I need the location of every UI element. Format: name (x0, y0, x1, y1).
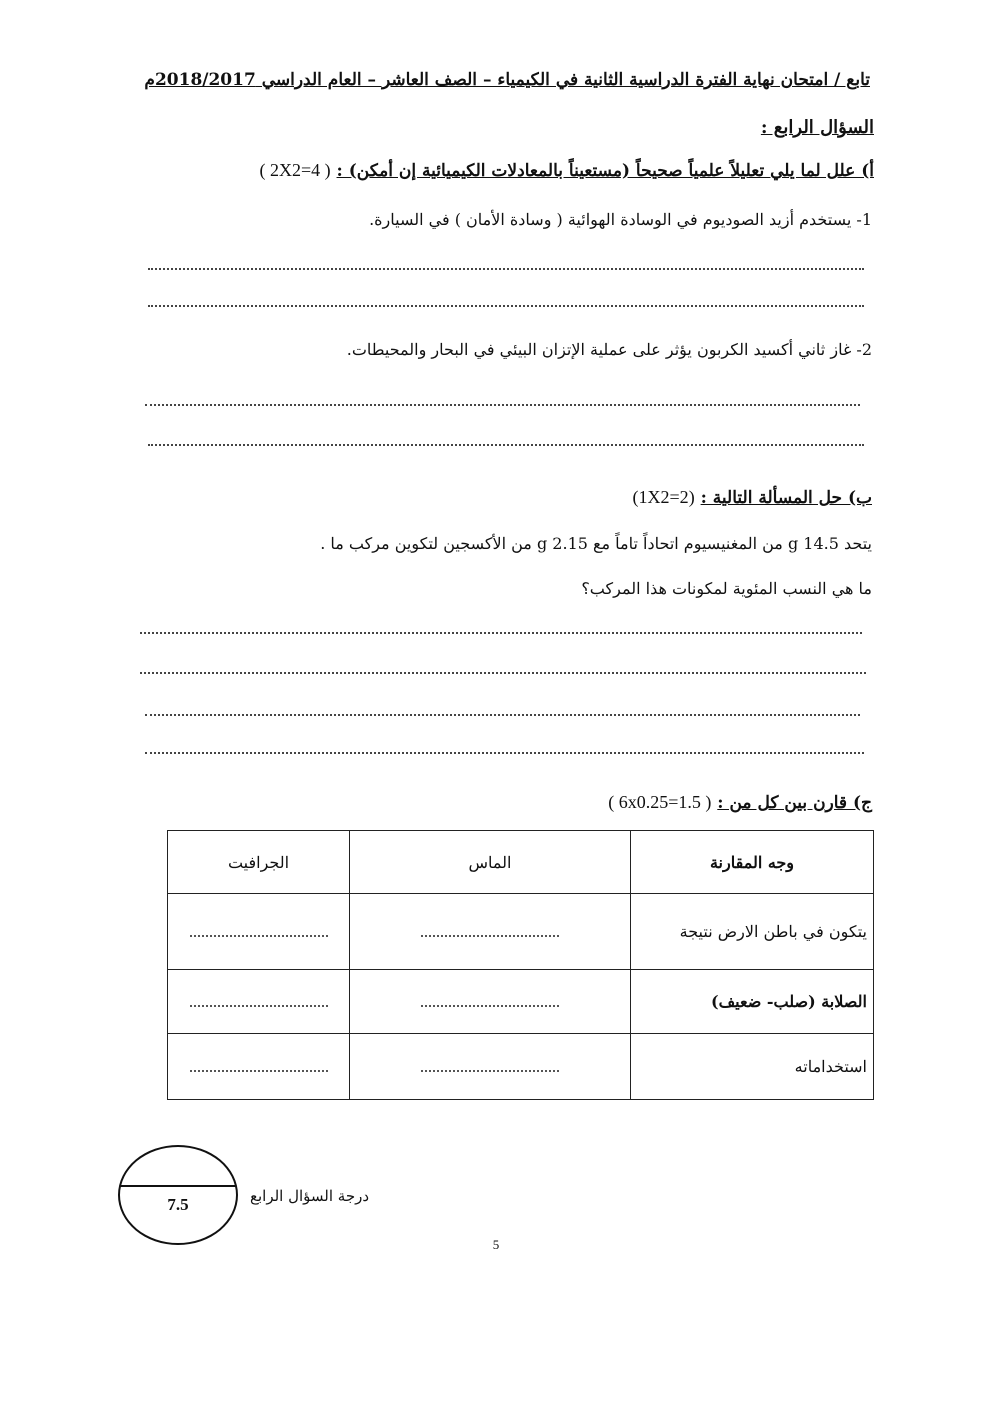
table-row (168, 970, 874, 1034)
row-label: استخداماته (631, 1034, 874, 1100)
answer-dots[interactable] (190, 925, 328, 937)
answer-line[interactable] (145, 752, 864, 754)
part-b-heading (633, 487, 872, 508)
part-a-title: أ) علل لما يلي تعليلاً علمياً صحيحاً (مستعيناً بالمعادلات الكيميائية إن أمكن) : (336, 161, 874, 181)
answer-line[interactable] (145, 404, 860, 406)
diamond-answer-cell[interactable] (350, 1034, 631, 1100)
part-b-problem: يتحد 14.5 g من المغنيسيوم اتحاداً تاماً مع 2.15 g من الأكسجين لتكوين مركب ما . (320, 534, 872, 553)
header-diamond: الماس (350, 831, 631, 894)
table-row (168, 894, 874, 970)
table-header-row (168, 831, 874, 894)
answer-line[interactable] (148, 444, 864, 446)
part-a-item-1: 1- يستخدم أزيد الصوديوم في الوسادة الهوائية ( وسادة الأمان ) في السيارة. (369, 210, 872, 229)
part-c-points: ( 6x0.25=1.5 ) (608, 792, 712, 812)
question-title: السؤال الرابع : (760, 117, 874, 138)
part-a-item-2: 2- غاز ثاني أكسيد الكربون يؤثر على عملية الإتزان البيئي في البحار والمحيطات. (346, 340, 872, 359)
part-c-heading (608, 792, 872, 813)
diamond-answer-cell[interactable] (350, 970, 631, 1034)
part-a-points: ( 2X2=4 ) (259, 160, 331, 180)
graphite-answer-cell[interactable] (168, 1034, 350, 1100)
page-number: 5 (492, 1237, 500, 1252)
grade-label: درجة السؤال الرابع (250, 1187, 370, 1205)
table-row (168, 1034, 874, 1100)
row-label: الصلابة (صلب- ضعيف) (631, 970, 874, 1034)
graphite-answer-cell[interactable] (168, 970, 350, 1034)
part-b-title: ب) حل المسألة التالية : (700, 488, 872, 508)
answer-line[interactable] (148, 305, 864, 307)
part-b-question: ما هي النسب المئوية لمكونات هذا المركب؟ (581, 579, 872, 598)
answer-line[interactable] (145, 714, 860, 716)
answer-line[interactable] (148, 268, 864, 270)
diamond-answer-cell[interactable] (350, 894, 631, 970)
answer-dots[interactable] (421, 1060, 559, 1072)
part-b-points: (1X2=2) (632, 487, 695, 507)
grade-value: 7.5 (167, 1195, 189, 1214)
row-label: يتكون في باطن الارض نتيجة (631, 894, 874, 970)
answer-dots[interactable] (190, 995, 328, 1007)
part-a-heading (259, 160, 874, 181)
grade-circle (118, 1145, 238, 1245)
comparison-table (167, 830, 874, 1100)
graphite-answer-cell[interactable] (168, 894, 350, 970)
grade-divider (120, 1185, 236, 1187)
answer-line[interactable] (140, 672, 866, 674)
exam-header: تابع / امتحان نهاية الفترة الدراسية الثانية في الكيمياء – الصف العاشر – العام الدراسي 2018/2017م (144, 70, 870, 90)
answer-dots[interactable] (421, 925, 559, 937)
answer-dots[interactable] (421, 995, 559, 1007)
header-graphite: الجرافيت (168, 831, 350, 894)
answer-line[interactable] (140, 632, 862, 634)
part-c-title: ج) قارن بين كل من : (717, 793, 872, 813)
header-aspect: وجه المقارنة (631, 831, 874, 894)
answer-dots[interactable] (190, 1060, 328, 1072)
